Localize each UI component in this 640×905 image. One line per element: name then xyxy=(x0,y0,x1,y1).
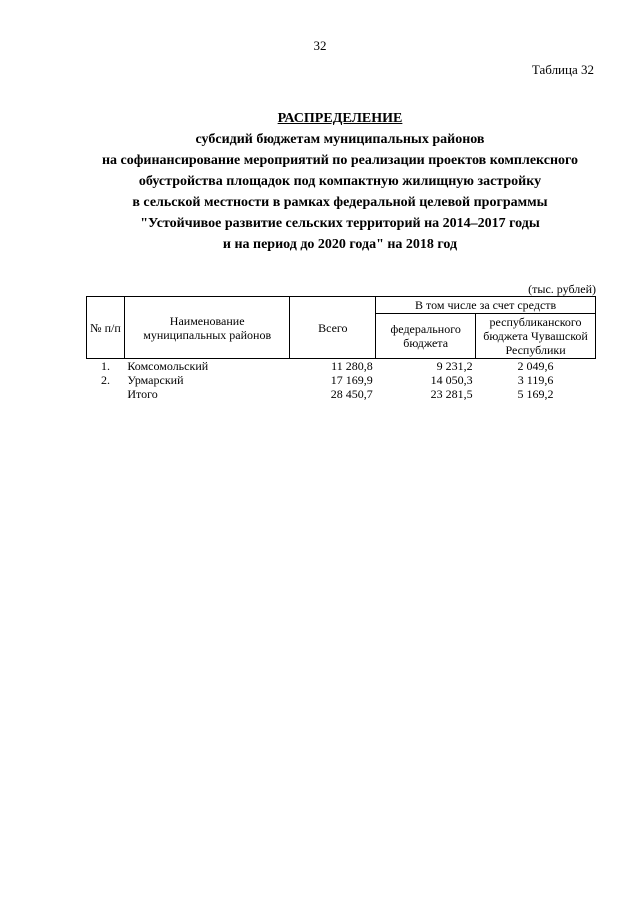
cell-no: 2. xyxy=(100,373,110,387)
table-row xyxy=(87,359,596,374)
subsidy-table xyxy=(86,296,596,401)
cell-republic: 5 169,2 xyxy=(517,387,554,401)
cell-federal: 14 050,3 xyxy=(430,373,473,387)
header-no: № п/п xyxy=(87,297,125,359)
heading-line: субсидий бюджетам муниципальных районов xyxy=(195,132,485,147)
cell-total: 11 280,8 xyxy=(331,359,373,373)
header-name: Наименование муниципальных районов xyxy=(124,297,290,359)
cell-federal: 9 231,2 xyxy=(436,359,473,373)
cell-republic: 2 049,6 xyxy=(517,359,554,373)
cell-no: 1. xyxy=(100,359,110,373)
heading-line: в сельской местности в рамках федеральной целевой программы xyxy=(132,195,548,210)
cell-federal: 23 281,5 xyxy=(430,387,473,401)
cell-name: Итого xyxy=(127,387,158,401)
cell-total: 28 450,7 xyxy=(330,387,373,401)
cell-republic: 3 119,6 xyxy=(517,373,554,387)
heading-line: "Устойчивое развитие сельских территорий на 2014–2017 годы xyxy=(140,216,540,231)
cell-no xyxy=(87,387,125,401)
cell-name: Комсомольский xyxy=(127,359,209,373)
cell-name: Урмарский xyxy=(127,373,184,387)
heading-line: и на период до 2020 года" на 2018 год xyxy=(222,237,458,252)
header-group: В том числе за счет средств xyxy=(376,297,596,314)
header-federal: федерального бюджета xyxy=(376,314,476,359)
header-total: Всего xyxy=(290,297,376,359)
document-heading xyxy=(60,108,620,255)
table-label: Таблица 32 xyxy=(531,62,594,77)
unit-note: (тыс. рублей) xyxy=(528,282,596,296)
heading-line: на софинансирование мероприятий по реализации проектов комплексного xyxy=(101,153,579,168)
cell-total: 17 169,9 xyxy=(330,373,373,387)
header-republic: республиканского бюджета Чувашской Республики xyxy=(476,314,596,359)
table-row xyxy=(87,387,596,401)
heading-line: обустройства площадок под компактную жилищную застройку xyxy=(138,174,542,189)
page-number: 32 xyxy=(313,38,327,53)
table-row xyxy=(87,373,596,387)
heading-title: РАСПРЕДЕЛЕНИЕ xyxy=(277,111,403,126)
